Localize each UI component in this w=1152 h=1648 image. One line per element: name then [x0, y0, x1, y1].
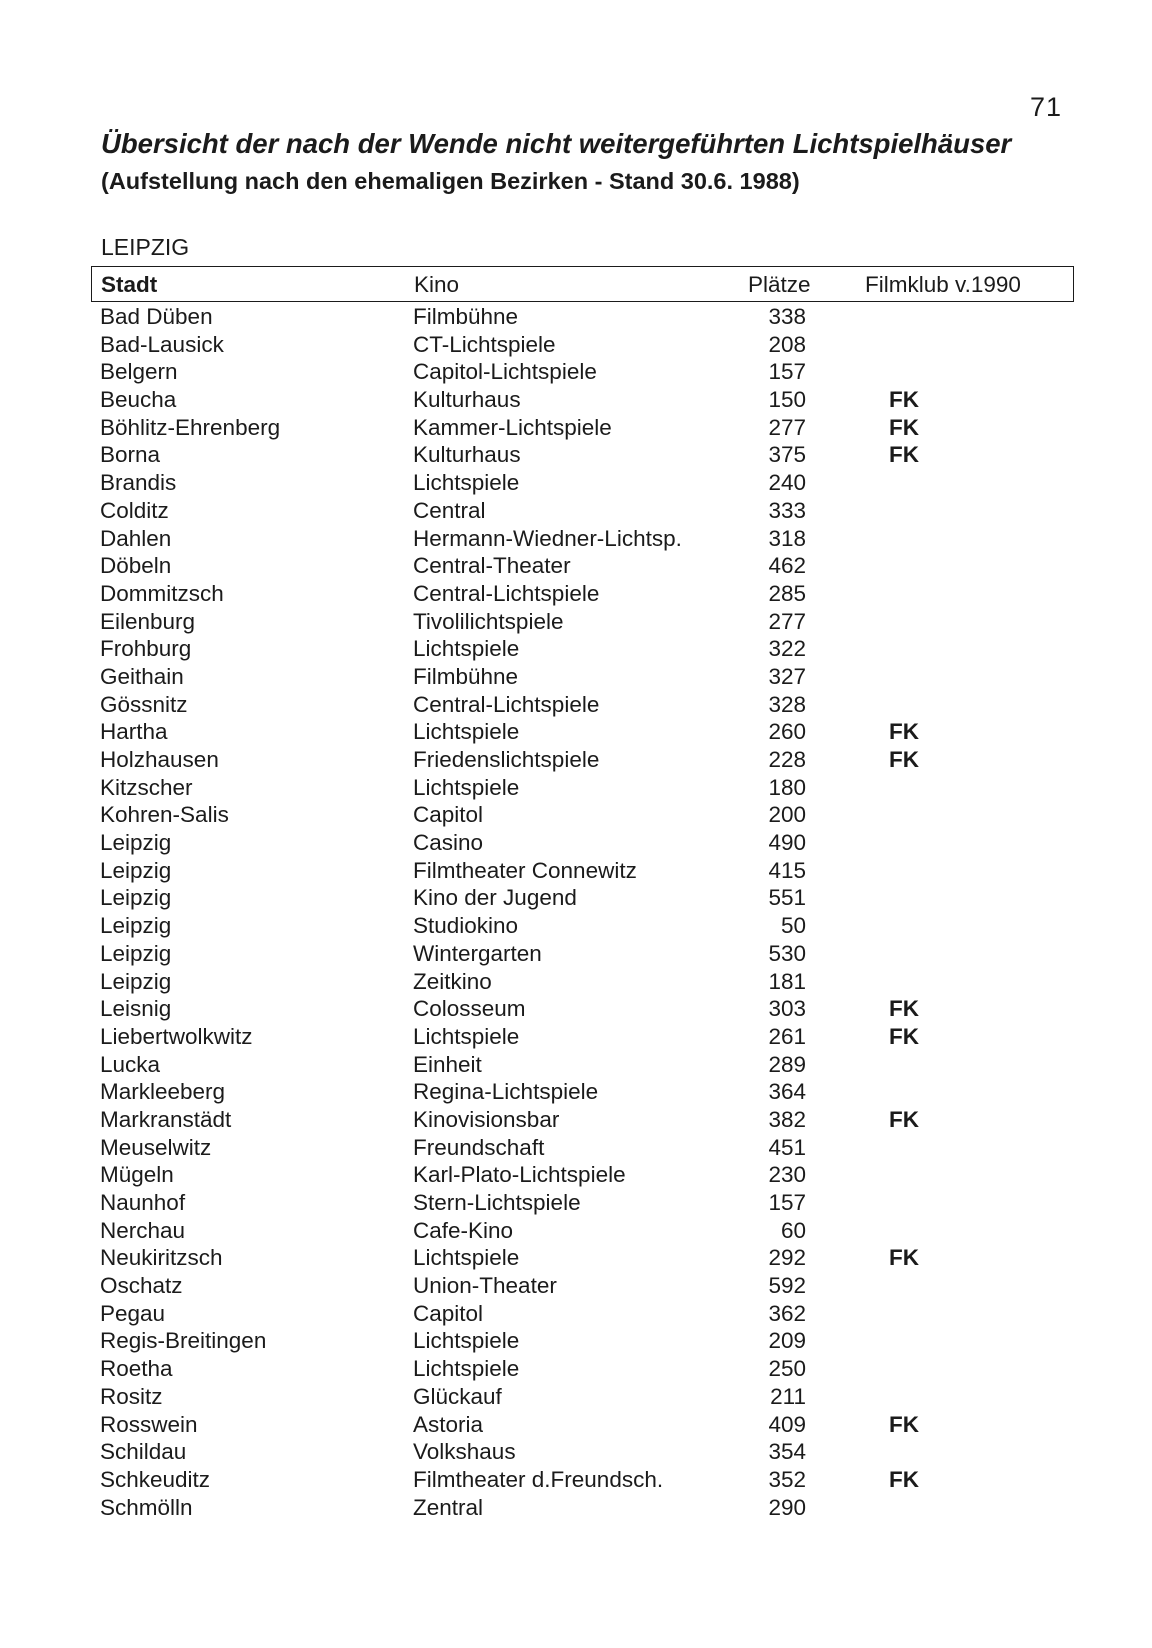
table-row — [0, 1161, 1152, 1189]
cell-plaetze: 200 — [768, 802, 806, 828]
cell-plaetze: 551 — [768, 885, 806, 911]
cell-stadt: Leipzig — [100, 830, 172, 856]
cell-kino: Zentral — [413, 1494, 484, 1520]
cell-kino: Union-Theater — [413, 1273, 557, 1299]
cell-stadt: Leipzig — [100, 885, 172, 911]
cell-stadt: Dahlen — [100, 525, 172, 551]
cell-stadt: Dommitzsch — [100, 580, 224, 606]
table-row — [0, 358, 1152, 386]
cell-kino: Lichtspiele — [413, 1023, 520, 1049]
table-row — [0, 691, 1152, 719]
table-row — [0, 1327, 1152, 1355]
table-row — [0, 1244, 1152, 1272]
cell-plaetze: 328 — [768, 691, 806, 717]
table-row — [0, 940, 1152, 968]
header-filmklub: Filmklub v.1990 — [865, 272, 1021, 297]
table-row — [0, 1383, 1152, 1411]
table-row — [0, 884, 1152, 912]
table-row — [0, 608, 1152, 636]
table-row — [0, 774, 1152, 802]
cell-stadt: Markranstädt — [100, 1106, 232, 1132]
cell-kino: Lichtspiele — [413, 636, 520, 662]
cell-stadt: Borna — [100, 442, 161, 468]
cell-stadt: Leipzig — [100, 968, 172, 994]
cell-kino: Lichtspiele — [413, 719, 520, 745]
cell-stadt: Colditz — [100, 497, 169, 523]
cell-kino: CT-Lichtspiele — [413, 331, 556, 357]
cell-kino: Filmbühne — [413, 663, 519, 689]
cell-kino: Glückauf — [413, 1383, 502, 1409]
cell-plaetze: 333 — [768, 497, 806, 523]
cell-plaetze: 277 — [768, 608, 806, 634]
cell-plaetze: 228 — [768, 747, 806, 772]
cell-stadt: Kohren-Salis — [100, 802, 229, 828]
table-row — [0, 386, 1152, 414]
cell-plaetze: 451 — [768, 1134, 806, 1160]
cell-kino: Hermann-Wiedner-Lichtsp. — [413, 525, 682, 551]
cell-kino: Lichtspiele — [413, 1245, 520, 1271]
cell-stadt: Schkeuditz — [100, 1466, 211, 1492]
cell-kino: Central-Theater — [413, 553, 571, 579]
table-row — [0, 331, 1152, 359]
cell-stadt: Böhlitz-Ehrenberg — [100, 414, 281, 440]
table-row — [0, 1355, 1152, 1383]
cell-plaetze: 285 — [768, 580, 806, 606]
cell-kino: Astoria — [413, 1411, 484, 1437]
cell-kino: Studiokino — [413, 913, 519, 939]
cell-plaetze: 150 — [768, 387, 806, 413]
page-title: Übersicht der nach der Wende nicht weitergeführten Lichtspielhäuser — [101, 128, 1012, 159]
cell-plaetze: 364 — [768, 1079, 806, 1105]
cell-stadt: Mügeln — [100, 1162, 174, 1188]
table-row — [0, 718, 1152, 746]
table-row — [0, 441, 1152, 469]
table-row — [0, 1494, 1152, 1522]
cell-stadt: Naunhof — [100, 1190, 186, 1215]
cell-plaetze: 277 — [768, 414, 806, 440]
cell-kino: Stern-Lichtspiele — [413, 1190, 581, 1215]
cell-filmklub: FK — [889, 442, 919, 468]
cell-kino: Volkshaus — [413, 1439, 516, 1465]
table-row — [0, 469, 1152, 497]
cell-plaetze: 382 — [768, 1106, 806, 1132]
table-row — [0, 1438, 1152, 1466]
cell-stadt: Leipzig — [100, 940, 172, 966]
cell-stadt: Meuselwitz — [100, 1134, 212, 1160]
page-number: 71 — [1030, 92, 1063, 122]
cell-plaetze: 530 — [768, 940, 806, 966]
cell-filmklub: FK — [889, 1466, 919, 1492]
cell-stadt: Oschatz — [100, 1273, 183, 1299]
cell-stadt: Kitzscher — [100, 774, 193, 800]
table-row — [0, 1217, 1152, 1245]
table-row — [0, 912, 1152, 940]
cell-stadt: Liebertwolkwitz — [100, 1023, 253, 1049]
cell-stadt: Neukiritzsch — [100, 1245, 223, 1271]
cell-kino: Lichtspiele — [413, 470, 520, 496]
cell-kino: Kinovisionsbar — [413, 1106, 560, 1132]
cell-stadt: Lucka — [100, 1051, 161, 1077]
cell-plaetze: 240 — [768, 470, 806, 496]
cell-kino: Cafe-Kino — [413, 1217, 514, 1243]
cell-plaetze: 327 — [768, 663, 806, 689]
table-row — [0, 801, 1152, 829]
table-row — [0, 1023, 1152, 1051]
table-row — [0, 1078, 1152, 1106]
cell-filmklub: FK — [889, 747, 919, 772]
cell-plaetze: 289 — [768, 1051, 806, 1077]
cell-kino: Wintergarten — [413, 940, 542, 966]
table-row — [0, 1106, 1152, 1134]
cell-plaetze: 230 — [768, 1162, 806, 1188]
table-row — [0, 1300, 1152, 1328]
cell-stadt: Belgern — [100, 359, 178, 385]
cell-kino: Filmtheater d.Freundsch. — [413, 1466, 664, 1492]
cell-plaetze: 415 — [768, 857, 806, 883]
cell-filmklub: FK — [889, 996, 919, 1022]
section-heading: LEIPZIG — [101, 234, 190, 260]
header-kino: Kino — [414, 272, 460, 297]
cell-plaetze: 260 — [768, 719, 806, 745]
cell-kino: Karl-Plato-Lichtspiele — [413, 1162, 626, 1188]
table-body — [0, 303, 1152, 1521]
cell-kino: Central-Lichtspiele — [413, 691, 600, 717]
cell-kino: Regina-Lichtspiele — [413, 1079, 599, 1105]
table-row — [0, 829, 1152, 857]
table-row — [0, 1466, 1152, 1494]
cell-stadt: Leipzig — [100, 857, 172, 883]
cell-plaetze: 250 — [768, 1356, 806, 1382]
cell-kino: Central — [413, 497, 486, 523]
table-row — [0, 635, 1152, 663]
cell-plaetze: 303 — [768, 996, 806, 1022]
cell-filmklub: FK — [889, 1245, 919, 1271]
cell-plaetze: 375 — [768, 442, 806, 468]
table-row — [0, 1272, 1152, 1300]
cell-stadt: Markleeberg — [100, 1079, 226, 1105]
cell-plaetze: 290 — [768, 1494, 806, 1520]
cell-filmklub: FK — [889, 387, 919, 413]
cell-kino: Kulturhaus — [413, 387, 521, 413]
cell-stadt: Beucha — [100, 387, 177, 413]
cell-stadt: Roetha — [100, 1356, 173, 1382]
cell-stadt: Hartha — [100, 719, 168, 745]
cell-filmklub: FK — [889, 414, 919, 440]
table-row — [0, 497, 1152, 525]
cell-kino: Lichtspiele — [413, 774, 520, 800]
table-row — [0, 1411, 1152, 1439]
cell-stadt: Bad Düben — [100, 304, 213, 329]
cell-kino: Kulturhaus — [413, 442, 521, 468]
table-row — [0, 303, 1152, 331]
cell-stadt: Brandis — [100, 470, 177, 496]
cell-kino: Lichtspiele — [413, 1356, 520, 1382]
cell-plaetze: 592 — [768, 1273, 806, 1299]
cell-plaetze: 180 — [768, 774, 806, 800]
cell-kino: Filmtheater Connewitz — [413, 857, 637, 883]
table-row — [0, 1189, 1152, 1217]
cell-stadt: Eilenburg — [100, 608, 196, 634]
cell-stadt: Holzhausen — [100, 747, 219, 772]
table-row — [0, 968, 1152, 996]
cell-plaetze: 409 — [768, 1411, 806, 1437]
cell-plaetze: 322 — [768, 636, 806, 662]
table-row — [0, 580, 1152, 608]
cell-stadt: Gössnitz — [100, 691, 188, 717]
cell-stadt: Leipzig — [100, 913, 172, 939]
cell-stadt: Leisnig — [100, 996, 172, 1022]
cell-kino: Einheit — [413, 1051, 482, 1077]
cell-kino: Central-Lichtspiele — [413, 580, 600, 606]
cell-kino: Zeitkino — [413, 968, 492, 994]
cell-plaetze: 261 — [768, 1023, 806, 1049]
cell-kino: Filmbühne — [413, 304, 519, 329]
cell-plaetze: 181 — [768, 968, 806, 994]
table-row — [0, 1134, 1152, 1162]
table-header — [91, 266, 1074, 302]
cell-kino: Capitol-Lichtspiele — [413, 359, 597, 385]
cell-plaetze: 352 — [768, 1466, 806, 1492]
cell-plaetze: 354 — [768, 1439, 806, 1465]
table-row — [0, 1051, 1152, 1079]
cell-stadt: Schildau — [100, 1439, 187, 1465]
page-subtitle: (Aufstellung nach den ehemaligen Bezirken - Stand 30.6. 1988) — [101, 168, 800, 194]
table-row — [0, 525, 1152, 553]
cell-kino: Capitol — [413, 802, 484, 828]
table-row — [0, 995, 1152, 1023]
table-row — [0, 414, 1152, 442]
cell-stadt: Pegau — [100, 1300, 166, 1326]
cell-kino: Lichtspiele — [413, 1328, 520, 1354]
cell-stadt: Nerchau — [100, 1217, 186, 1243]
cell-kino: Kino der Jugend — [413, 885, 577, 911]
cell-plaetze: 362 — [768, 1300, 806, 1326]
cell-kino: Kammer-Lichtspiele — [413, 414, 612, 440]
table-row — [0, 746, 1152, 774]
cell-plaetze: 157 — [768, 1190, 806, 1215]
cell-stadt: Döbeln — [100, 553, 172, 579]
header-plaetze: Plätze — [748, 272, 811, 297]
cell-kino: Colosseum — [413, 996, 526, 1022]
cell-stadt: Rosswein — [100, 1411, 198, 1437]
table-row — [0, 857, 1152, 885]
cell-stadt: Rositz — [100, 1383, 163, 1409]
cell-plaetze: 157 — [768, 359, 806, 385]
cell-plaetze: 211 — [770, 1383, 806, 1409]
cell-filmklub: FK — [889, 1106, 919, 1132]
cell-kino: Casino — [413, 830, 484, 856]
cell-stadt: Schmölln — [100, 1494, 193, 1520]
table-row — [0, 552, 1152, 580]
cell-stadt: Bad-Lausick — [100, 331, 224, 357]
cell-kino: Freundschaft — [413, 1134, 545, 1160]
cell-plaetze: 60 — [780, 1217, 806, 1243]
cell-stadt: Regis-Breitingen — [100, 1328, 267, 1354]
cell-plaetze: 209 — [768, 1328, 806, 1354]
cell-filmklub: FK — [889, 719, 919, 745]
cell-kino: Tivolilichtspiele — [413, 608, 564, 634]
header-stadt: Stadt — [101, 272, 158, 297]
cell-kino: Friedenslichtspiele — [413, 747, 600, 772]
cell-filmklub: FK — [889, 1023, 919, 1049]
cell-stadt: Frohburg — [100, 636, 192, 662]
cell-plaetze: 292 — [768, 1245, 806, 1271]
cell-plaetze: 208 — [768, 331, 806, 357]
cell-stadt: Geithain — [100, 663, 184, 689]
cell-plaetze: 462 — [768, 553, 806, 579]
cell-kino: Capitol — [413, 1300, 484, 1326]
table-row — [0, 663, 1152, 691]
cell-plaetze: 318 — [768, 525, 806, 551]
cell-plaetze: 50 — [780, 913, 806, 939]
cell-plaetze: 490 — [768, 830, 806, 856]
cell-filmklub: FK — [889, 1411, 919, 1437]
cell-plaetze: 338 — [768, 304, 806, 329]
